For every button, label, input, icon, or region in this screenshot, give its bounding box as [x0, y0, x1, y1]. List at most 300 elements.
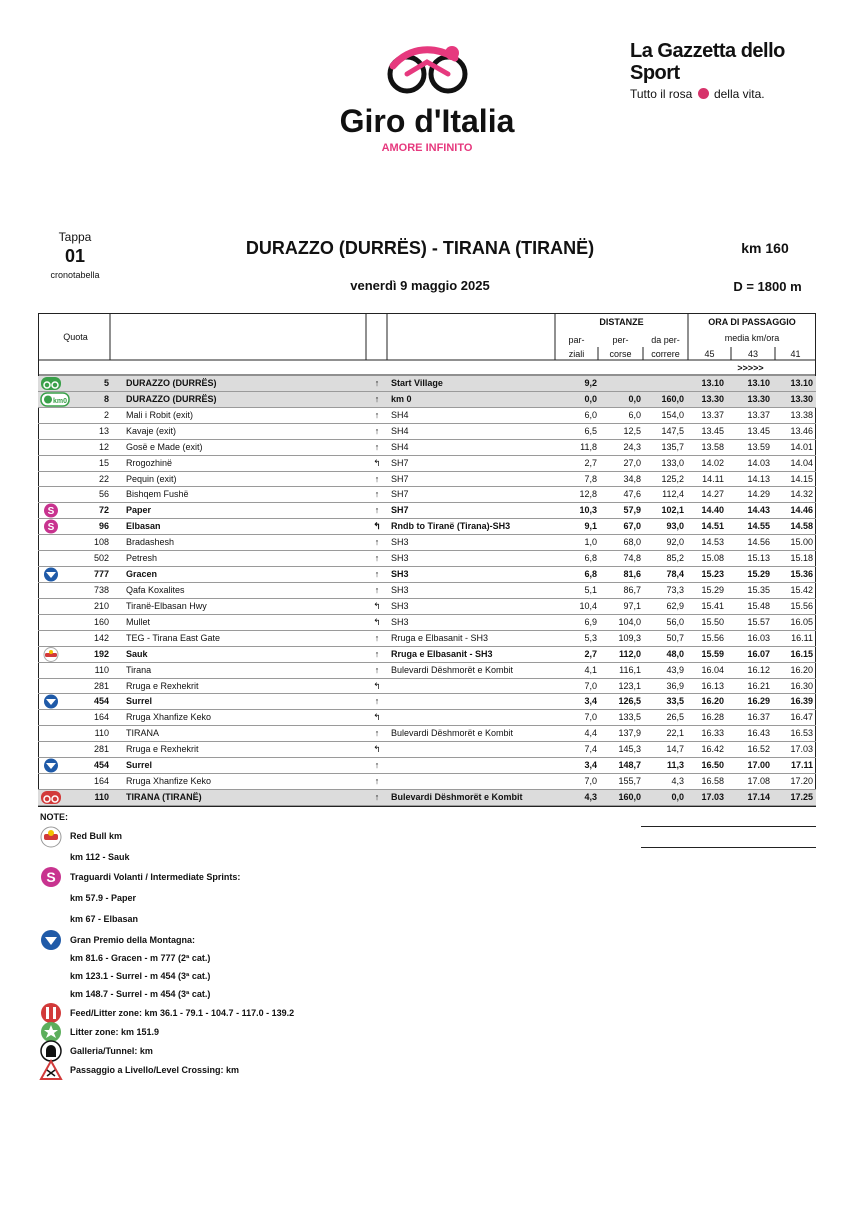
cell-time-45: 15.50	[701, 616, 724, 627]
cell-time-43: 16.03	[747, 632, 770, 643]
cell-time-41: 16.15	[790, 648, 813, 659]
table-row	[38, 631, 816, 647]
cell-location: Elbasan	[126, 521, 161, 532]
table-row	[38, 599, 816, 615]
cell-road: SH3	[391, 600, 409, 611]
table-row	[38, 647, 816, 663]
table-row	[38, 615, 816, 631]
cell-partial-km: 7,0	[584, 680, 597, 691]
cell-time-45: 16.50	[701, 760, 724, 771]
gazzetta-tagline	[630, 87, 810, 101]
cell-location: Petresh	[126, 553, 158, 564]
cell-road: SH3	[391, 569, 409, 580]
pace-marker: >>>>>	[737, 363, 764, 373]
cell-road: Start Village	[391, 378, 443, 388]
direction-arrow-icon: ↰	[373, 616, 381, 627]
cell-time-41: 15.36	[790, 569, 813, 580]
cell-remaining-km: 92,0	[666, 537, 684, 548]
cell-time-45: 15.23	[701, 569, 724, 580]
cell-location: Rruga e Rexhekrit	[126, 680, 199, 691]
cell-remaining-km: 11,3	[666, 760, 684, 771]
table-row	[38, 503, 816, 519]
direction-arrow-icon: ↑	[374, 378, 380, 388]
col-parziali-1: par-	[568, 335, 585, 345]
direction-arrow-icon: ↑	[374, 553, 380, 564]
tappa-number: 01	[64, 246, 86, 266]
cell-road: SH7	[391, 505, 409, 516]
cell-covered-km: 74,8	[623, 553, 641, 564]
cell-time-43: 14.55	[747, 521, 770, 532]
table-row	[38, 567, 816, 583]
km0-icon	[40, 392, 68, 407]
cell-partial-km: 5,3	[584, 632, 597, 643]
cell-time-41: 16.30	[790, 680, 813, 691]
giro-logo-text: Giro d'Italia	[339, 103, 515, 139]
cell-partial-km: 9,2	[584, 378, 597, 388]
cell-time-45: 16.04	[701, 664, 724, 675]
cell-road: SH3	[391, 537, 409, 548]
row-icon-slot	[40, 487, 62, 502]
cell-covered-km: 145,3	[618, 744, 641, 755]
direction-arrow-icon: ↰	[373, 744, 381, 755]
cell-location: Rrogozhinë	[126, 457, 173, 468]
cell-time-41: 17.20	[790, 776, 813, 787]
row-icon-slot	[40, 424, 62, 439]
row-icon-slot	[40, 663, 62, 678]
cell-remaining-km: 26,5	[666, 712, 684, 723]
note-redbull-label: Red Bull km	[70, 831, 123, 841]
note-gpm-label: Gran Premio della Montagna:	[70, 935, 196, 945]
col-quota: Quota	[63, 332, 88, 342]
cell-partial-km: 2,7	[584, 648, 597, 659]
cell-partial-km: 1,0	[584, 537, 597, 548]
cell-time-45: 14.40	[701, 505, 724, 516]
cell-time-41: 14.01	[790, 441, 813, 452]
table-row	[38, 472, 816, 488]
col-distanze: DISTANZE	[599, 317, 644, 327]
gazzetta-tag-pre: Tutto il rosa	[630, 87, 693, 101]
cell-time-41: 16.39	[790, 696, 813, 707]
direction-arrow-icon: ↑	[374, 696, 380, 707]
cell-covered-km: 12,5	[623, 425, 641, 436]
table-row	[38, 535, 816, 551]
cell-time-41: 14.04	[790, 457, 813, 468]
cell-road: Rruga e Elbasanit - SH3	[391, 648, 493, 659]
tappa-label: Tappa	[58, 230, 92, 244]
direction-arrow-icon: ↰	[373, 457, 381, 468]
cell-time-41: 16.11	[791, 632, 813, 643]
direction-arrow-icon: ↑	[374, 776, 380, 787]
cell-road: SH4	[391, 441, 409, 452]
cell-altitude: 192	[93, 648, 109, 659]
direction-arrow-icon: ↑	[374, 409, 380, 420]
cell-road: SH7	[391, 473, 409, 484]
cell-altitude: 164	[93, 776, 109, 787]
cell-covered-km: 97,1	[623, 600, 641, 611]
cell-partial-km: 4,4	[584, 728, 597, 739]
direction-arrow-icon: ↰	[373, 680, 381, 691]
cell-remaining-km: 93,0	[666, 521, 684, 532]
cell-altitude: 13	[98, 425, 109, 436]
cell-location: Gosë e Made (exit)	[126, 441, 203, 452]
cell-covered-km: 112,0	[618, 648, 641, 659]
cell-covered-km: 68,0	[623, 537, 641, 548]
table-row	[38, 774, 816, 790]
cell-time-45: 14.51	[701, 521, 724, 532]
cell-altitude: 777	[93, 569, 109, 580]
cell-altitude: 502	[93, 553, 109, 564]
cell-time-43: 15.48	[747, 600, 770, 611]
cell-time-45: 17.03	[701, 791, 724, 802]
cell-time-43: 16.52	[747, 744, 770, 755]
cell-time-45: 15.41	[701, 600, 724, 611]
cell-time-45: 15.59	[701, 648, 724, 659]
table-row	[38, 376, 816, 392]
cell-time-43: 15.35	[747, 584, 770, 595]
table-row	[38, 456, 816, 472]
gpm-icon	[40, 929, 62, 951]
row-icon-slot	[40, 726, 62, 741]
cell-time-45: 15.29	[701, 584, 724, 595]
cell-remaining-km: 73,3	[666, 584, 684, 595]
cell-time-45: 16.42	[701, 744, 724, 755]
cell-altitude: 56	[98, 489, 109, 500]
cell-remaining-km: 135,7	[661, 441, 684, 452]
cell-partial-km: 12,8	[579, 489, 597, 500]
col-speed-45: 45	[704, 349, 715, 359]
cell-road: Bulevardi Dëshmorët e Kombit	[391, 791, 523, 802]
doc-type: cronotabella	[50, 270, 100, 280]
cell-covered-km: 137,9	[618, 728, 641, 739]
cell-time-43: 13.59	[747, 441, 770, 452]
cell-time-45: 14.27	[701, 489, 724, 500]
col-speed-43: 43	[747, 349, 758, 359]
cell-remaining-km: 50,7	[666, 632, 684, 643]
direction-arrow-icon: ↑	[374, 537, 380, 548]
cell-time-41: 16.47	[790, 712, 813, 723]
cell-time-41: 13.46	[790, 425, 813, 436]
col-da-percorrere-2: correre	[651, 349, 680, 359]
cell-covered-km: 0,0	[628, 393, 641, 404]
cell-partial-km: 4,1	[584, 664, 597, 675]
row-icon-slot	[40, 408, 62, 423]
cell-remaining-km: 78,4	[666, 569, 684, 580]
cell-altitude: 281	[93, 744, 109, 755]
cell-remaining-km: 133,0	[661, 457, 684, 468]
cell-covered-km: 116,1	[619, 664, 641, 675]
cell-road: SH3	[391, 584, 409, 595]
direction-arrow-icon: ↑	[374, 441, 380, 452]
cell-time-43: 15.29	[747, 569, 770, 580]
table-row	[38, 487, 816, 503]
sprint-icon	[40, 519, 62, 534]
cell-covered-km: 27,0	[623, 457, 641, 468]
col-media: media km/ora	[724, 333, 780, 343]
cell-time-43: 13.45	[747, 425, 770, 436]
table-row	[38, 519, 816, 535]
cell-location: Paper	[126, 505, 152, 516]
cell-partial-km: 7,4	[584, 744, 597, 755]
signature-line-2	[641, 847, 816, 848]
cell-road: SH7	[391, 457, 409, 468]
cell-remaining-km: 154,0	[661, 409, 684, 420]
table-row	[38, 679, 816, 695]
cell-road: SH7	[391, 489, 409, 500]
notes-title: NOTE:	[40, 812, 68, 822]
cell-time-45: 14.53	[701, 537, 724, 548]
note-feed-zone: Feed/Litter zone: km 36.1 - 79.1 - 104.7 - 117.0 - 139.2	[70, 1008, 295, 1018]
cell-covered-km: 34,8	[623, 473, 641, 484]
tappa-box	[40, 230, 110, 280]
cell-time-43: 14.13	[747, 473, 770, 484]
stage-distance: km 160	[741, 240, 789, 256]
row-icon-slot	[40, 599, 62, 614]
cell-altitude: 22	[98, 473, 109, 484]
row-icon-slot	[40, 535, 62, 550]
cell-altitude: 738	[93, 584, 109, 595]
table-row	[38, 710, 816, 726]
cell-altitude: 5	[103, 378, 109, 388]
cell-remaining-km: 56,0	[666, 616, 684, 627]
cell-road: Bulevardi Dëshmorët e Kombit	[391, 664, 514, 675]
row-icon-slot	[40, 440, 62, 455]
table-row	[38, 583, 816, 599]
cell-location: Mali i Robit (exit)	[126, 409, 194, 420]
giro-bike-logo-icon	[339, 44, 515, 156]
cell-road: Rndb to Tiranë (Tirana)-SH3	[391, 521, 511, 532]
cell-location: Surrel	[126, 760, 153, 771]
row-icon-slot	[40, 583, 62, 598]
cell-time-43: 16.29	[747, 696, 770, 707]
cell-altitude: 8	[103, 393, 109, 404]
cell-time-41: 16.53	[790, 728, 813, 739]
table-row	[38, 663, 816, 679]
cell-time-45: 16.13	[701, 680, 724, 691]
table-row	[38, 408, 816, 424]
cell-time-43: 15.13	[747, 553, 770, 564]
cell-remaining-km: 33,5	[666, 696, 684, 707]
svg-text:S: S	[46, 869, 56, 885]
cell-time-41: 13.30	[790, 393, 813, 404]
cell-remaining-km: 160,0	[661, 393, 684, 404]
cell-covered-km: 109,3	[618, 632, 641, 643]
col-da-percorrere-1: da per-	[651, 335, 680, 345]
cell-time-41: 16.20	[790, 664, 813, 675]
cell-location: TIRANA (TIRANË)	[126, 791, 202, 802]
cell-partial-km: 6,8	[584, 569, 597, 580]
cell-covered-km: 126,5	[618, 696, 641, 707]
cell-partial-km: 4,3	[584, 791, 597, 802]
cell-partial-km: 3,4	[584, 696, 597, 707]
cell-location: DURAZZO (DURRËS)	[126, 393, 217, 404]
cell-time-43: 16.43	[747, 728, 770, 739]
cell-covered-km: 155,7	[618, 776, 641, 787]
table-row	[38, 551, 816, 567]
cell-time-43: 16.12	[747, 664, 770, 675]
cell-time-43: 17.00	[747, 760, 770, 771]
direction-arrow-icon: ↑	[374, 569, 380, 580]
cell-location: Rruga Xhanfize Keko	[126, 712, 212, 723]
note-gpm-item-3: km 148.7 - Surrel - m 454 (3ª cat.)	[70, 989, 211, 999]
cell-covered-km: 86,7	[623, 584, 641, 595]
cell-time-41: 15.00	[790, 537, 813, 548]
cell-altitude: 15	[98, 457, 109, 468]
cell-altitude: 454	[93, 696, 109, 707]
cell-partial-km: 10,4	[579, 600, 597, 611]
cell-time-41: 14.15	[790, 473, 813, 484]
note-gpm-item-2: km 123.1 - Surrel - m 454 (3ª cat.)	[70, 971, 211, 981]
cell-time-45: 13.30	[701, 393, 724, 404]
cell-location: Kavaje (exit)	[126, 425, 177, 436]
cell-altitude: 2	[103, 409, 109, 420]
direction-arrow-icon: ↑	[374, 425, 380, 436]
gpm-icon	[40, 567, 62, 582]
direction-arrow-icon: ↑	[374, 791, 380, 802]
cell-time-41: 14.58	[790, 521, 813, 532]
cell-road: SH3	[391, 553, 409, 564]
cell-time-43: 13.30	[747, 393, 770, 404]
cell-partial-km: 0,0	[584, 393, 597, 404]
cell-covered-km: 24,3	[623, 441, 641, 452]
cell-time-43: 16.07	[747, 648, 770, 659]
row-icon-slot	[40, 679, 62, 694]
giro-logo	[339, 44, 515, 156]
level-crossing-icon	[40, 1059, 62, 1081]
cell-road: Bulevardi Dëshmorët e Kombit	[391, 728, 514, 739]
cell-covered-km: 47,6	[623, 489, 641, 500]
page-title: DURAZZO (DURRËS) - TIRANA (TIRANË)	[245, 238, 595, 258]
cell-covered-km: 123,1	[618, 680, 641, 691]
cell-road: Rruga e Elbasanit - SH3	[391, 632, 489, 643]
cell-time-43: 17.14	[747, 791, 770, 802]
cell-time-45: 13.10	[701, 378, 724, 388]
cell-altitude: 96	[98, 521, 109, 532]
cell-location: Pequin (exit)	[126, 473, 177, 484]
cell-partial-km: 7,8	[584, 473, 597, 484]
cell-time-41: 13.38	[790, 409, 813, 420]
cell-partial-km: 7,0	[584, 712, 597, 723]
row-icon-slot	[40, 456, 62, 471]
cell-time-41: 15.18	[790, 553, 813, 564]
cell-covered-km: 81,6	[623, 569, 641, 580]
cell-covered-km: 57,9	[623, 505, 641, 516]
cell-road: SH4	[391, 425, 409, 436]
table-row	[38, 392, 816, 408]
direction-arrow-icon: ↑	[374, 728, 380, 739]
finish-icon	[40, 790, 62, 805]
cell-location: Sauk	[126, 648, 148, 659]
cell-location: TEG - Tirana East Gate	[126, 632, 221, 643]
ball-icon	[698, 88, 709, 99]
cell-time-41: 17.03	[790, 744, 813, 755]
start-icon	[40, 376, 62, 391]
stage-date: venerdì 9 maggio 2025	[350, 278, 490, 293]
svg-text:km0: km0	[52, 397, 68, 405]
col-speed-41: 41	[790, 349, 801, 359]
cell-altitude: 164	[93, 712, 109, 723]
cell-remaining-km: 62,9	[666, 600, 684, 611]
cell-time-45: 14.11	[702, 473, 724, 484]
cell-time-43: 17.08	[747, 776, 770, 787]
cell-partial-km: 9,1	[584, 521, 597, 532]
note-litter-zone: Litter zone: km 151.9	[70, 1027, 160, 1037]
svg-text:S: S	[47, 522, 55, 534]
cell-covered-km: 133,5	[618, 712, 641, 723]
cell-covered-km: 67,0	[623, 521, 641, 532]
cell-location: Bradashesh	[126, 537, 175, 548]
cell-time-41: 15.56	[790, 600, 813, 611]
note-sprint-item-2: km 67 - Elbasan	[70, 914, 139, 924]
cell-time-41: 16.05	[790, 616, 813, 627]
cell-time-45: 15.08	[701, 553, 724, 564]
cell-partial-km: 11,8	[580, 441, 597, 452]
col-parziali-2: ziali	[568, 349, 585, 359]
cell-remaining-km: 147,5	[661, 425, 684, 436]
direction-arrow-icon: ↑	[374, 393, 380, 404]
cell-remaining-km: 0,0	[671, 791, 684, 802]
cell-time-45: 16.33	[701, 728, 724, 739]
cell-altitude: 72	[98, 505, 109, 516]
row-icon-slot	[40, 631, 62, 646]
cell-location: Rruga Xhanfize Keko	[126, 776, 212, 787]
cell-time-43: 14.43	[747, 505, 770, 516]
cell-partial-km: 6,0	[584, 409, 597, 420]
stage-elevation: D = 1800 m	[733, 279, 802, 294]
direction-arrow-icon: ↑	[374, 489, 380, 500]
direction-arrow-icon: ↰	[373, 600, 381, 611]
cell-location: Mullet	[126, 616, 151, 627]
cell-altitude: 281	[93, 680, 109, 691]
cell-road: SH3	[391, 616, 409, 627]
note-tunnel: Galleria/Tunnel: km	[70, 1046, 153, 1056]
table-row	[38, 726, 816, 742]
cell-altitude: 160	[93, 616, 109, 627]
cell-remaining-km: 22,1	[666, 728, 684, 739]
row-icon-slot	[40, 472, 62, 487]
cell-remaining-km: 125,2	[661, 473, 684, 484]
cell-time-45: 16.58	[701, 776, 724, 787]
cell-remaining-km: 102,1	[661, 505, 684, 516]
gazzetta-title: La Gazzetta dello Sport	[630, 40, 785, 84]
direction-arrow-icon: ↑	[374, 473, 380, 484]
cell-remaining-km: 48,0	[666, 648, 684, 659]
gazzetta-tag-post: della vita.	[713, 87, 765, 101]
cell-time-43: 14.03	[747, 457, 770, 468]
cell-time-45: 13.58	[701, 441, 724, 452]
redbull-icon	[40, 826, 62, 848]
cell-time-45: 15.56	[701, 632, 724, 643]
cell-time-45: 14.02	[701, 457, 724, 468]
note-sprint-label: Traguardi Volanti / Intermediate Sprints:	[70, 872, 241, 882]
cell-time-43: 15.57	[747, 616, 770, 627]
gpm-icon	[40, 758, 62, 773]
cell-time-43: 13.10	[747, 378, 770, 388]
direction-arrow-icon: ↑	[374, 632, 380, 643]
table-row	[38, 758, 816, 774]
cell-covered-km: 6,0	[628, 409, 641, 420]
cell-covered-km: 148,7	[618, 760, 641, 771]
cell-remaining-km: 112,4	[662, 489, 684, 500]
cell-time-45: 16.20	[701, 696, 724, 707]
sprint-icon	[40, 866, 62, 888]
cell-time-41: 17.11	[790, 760, 813, 771]
table-row	[38, 742, 816, 758]
direction-arrow-icon: ↑	[374, 664, 380, 675]
col-percorse-1: per-	[612, 335, 629, 345]
cell-road: SH4	[391, 409, 409, 420]
cell-time-41: 15.42	[790, 584, 813, 595]
note-sprint-item-1: km 57.9 - Paper	[70, 893, 137, 903]
